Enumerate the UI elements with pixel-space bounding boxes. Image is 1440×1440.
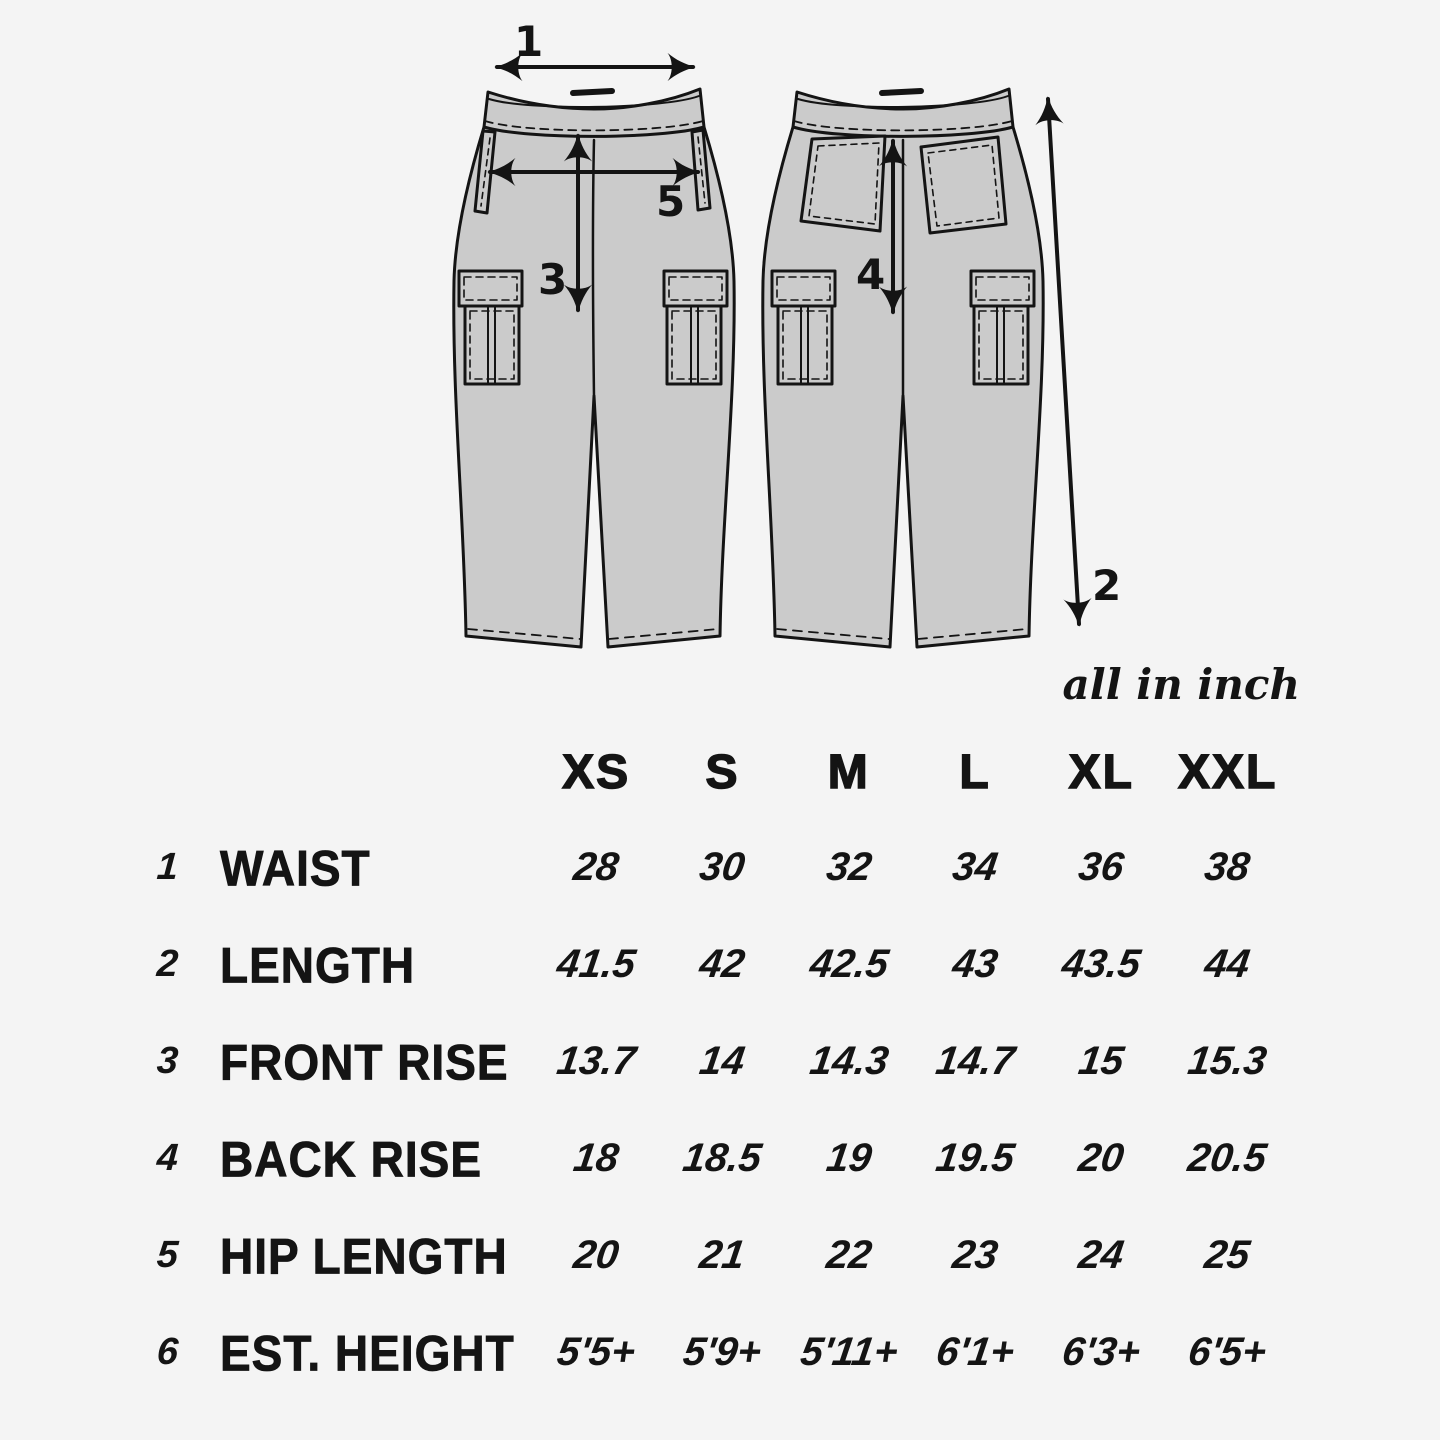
est-height-xxl: 6'5+ [1185,1330,1270,1374]
length-arrow [1048,99,1079,624]
length-m: 42.5 [806,942,891,986]
length-s: 42 [697,942,748,986]
row-number: 4 [155,1137,180,1179]
row-number: 1 [155,846,180,888]
unit-note: all in inch [1062,660,1300,709]
est-height-xs: 5'5+ [554,1330,638,1374]
back-rise-xl: 20 [1076,1136,1127,1180]
row-label-length: LENGTH [220,936,416,993]
waist-m: 32 [823,845,875,889]
hip-length-s: 21 [697,1233,748,1277]
row-number: 2 [155,943,180,985]
column-header-xxl: XXL [1177,745,1278,799]
back-beltloop-mark [882,91,921,93]
size-table [140,722,1291,1401]
row-label-hip-length: HIP LENGTH [220,1227,508,1284]
front-fly-seam [593,140,594,396]
row-label-est-height: EST. HEIGHT [220,1324,515,1381]
front-rise-m: 14.3 [806,1039,891,1083]
back-right-pocket [921,137,1006,233]
back-rise-l: 19.5 [933,1136,1018,1180]
hip-length-xs: 20 [570,1233,622,1277]
row-number: 3 [155,1040,180,1082]
waist-xxl: 38 [1202,845,1254,889]
back-rise-xs: 18 [570,1136,622,1180]
front-rise-xl: 15 [1076,1039,1127,1083]
row-number: 6 [155,1331,180,1373]
pants-back-view [763,89,1043,647]
header-spacer [140,722,195,822]
waist-xl: 36 [1076,845,1127,889]
waist-arrow-label: 1 [514,17,544,66]
length-xs: 41.5 [554,942,639,986]
front-rise-arrow-label: 3 [538,255,568,304]
length-arrow-label: 2 [1092,561,1122,610]
waist-s: 30 [697,845,748,889]
length-l: 43 [949,942,1001,986]
back-left-pocket [801,136,885,231]
waist-xs: 28 [570,845,622,889]
hip-length-l: 23 [949,1233,1001,1277]
header-spacer [195,722,533,822]
row-number: 5 [155,1234,180,1276]
length-xxl: 44 [1202,942,1254,986]
front-right-cargo-pocket [664,271,727,384]
row-label-back-rise: BACK RISE [220,1130,483,1187]
back-left-cargo-pocket [772,271,835,384]
column-header-xl: XL [1068,745,1134,799]
row-label-front-rise: FRONT RISE [220,1033,509,1090]
front-left-cargo-pocket [459,271,522,384]
est-height-l: 6'1+ [933,1330,1017,1374]
column-header-m: M [827,745,870,799]
front-rise-l: 14.7 [933,1039,1018,1083]
front-rise-s: 14 [697,1039,748,1083]
back-rise-xxl: 20.5 [1185,1136,1270,1180]
hip-length-xl: 24 [1076,1233,1127,1277]
est-height-m: 5'11+ [797,1330,901,1374]
waist-l: 34 [949,845,1001,889]
hip-length-xxl: 25 [1202,1233,1254,1277]
column-header-s: S [705,745,740,799]
column-header-xs: XS [562,745,631,799]
back-right-cargo-pocket [971,271,1034,384]
hip-length-m: 22 [823,1233,875,1277]
front-beltloop-mark [573,91,612,93]
row-label-waist: WAIST [220,839,371,896]
back-rise-arrow-label: 4 [856,250,886,299]
front-rise-xs: 13.7 [554,1039,639,1083]
hip-length-arrow-label: 5 [656,177,686,226]
column-header-l: L [959,745,991,799]
back-rise-s: 18.5 [680,1136,765,1180]
front-rise-xxl: 15.3 [1185,1039,1270,1083]
length-xl: 43.5 [1059,942,1144,986]
back-rise-m: 19 [823,1136,875,1180]
est-height-s: 5'9+ [680,1330,765,1374]
est-height-xl: 6'3+ [1059,1330,1144,1374]
